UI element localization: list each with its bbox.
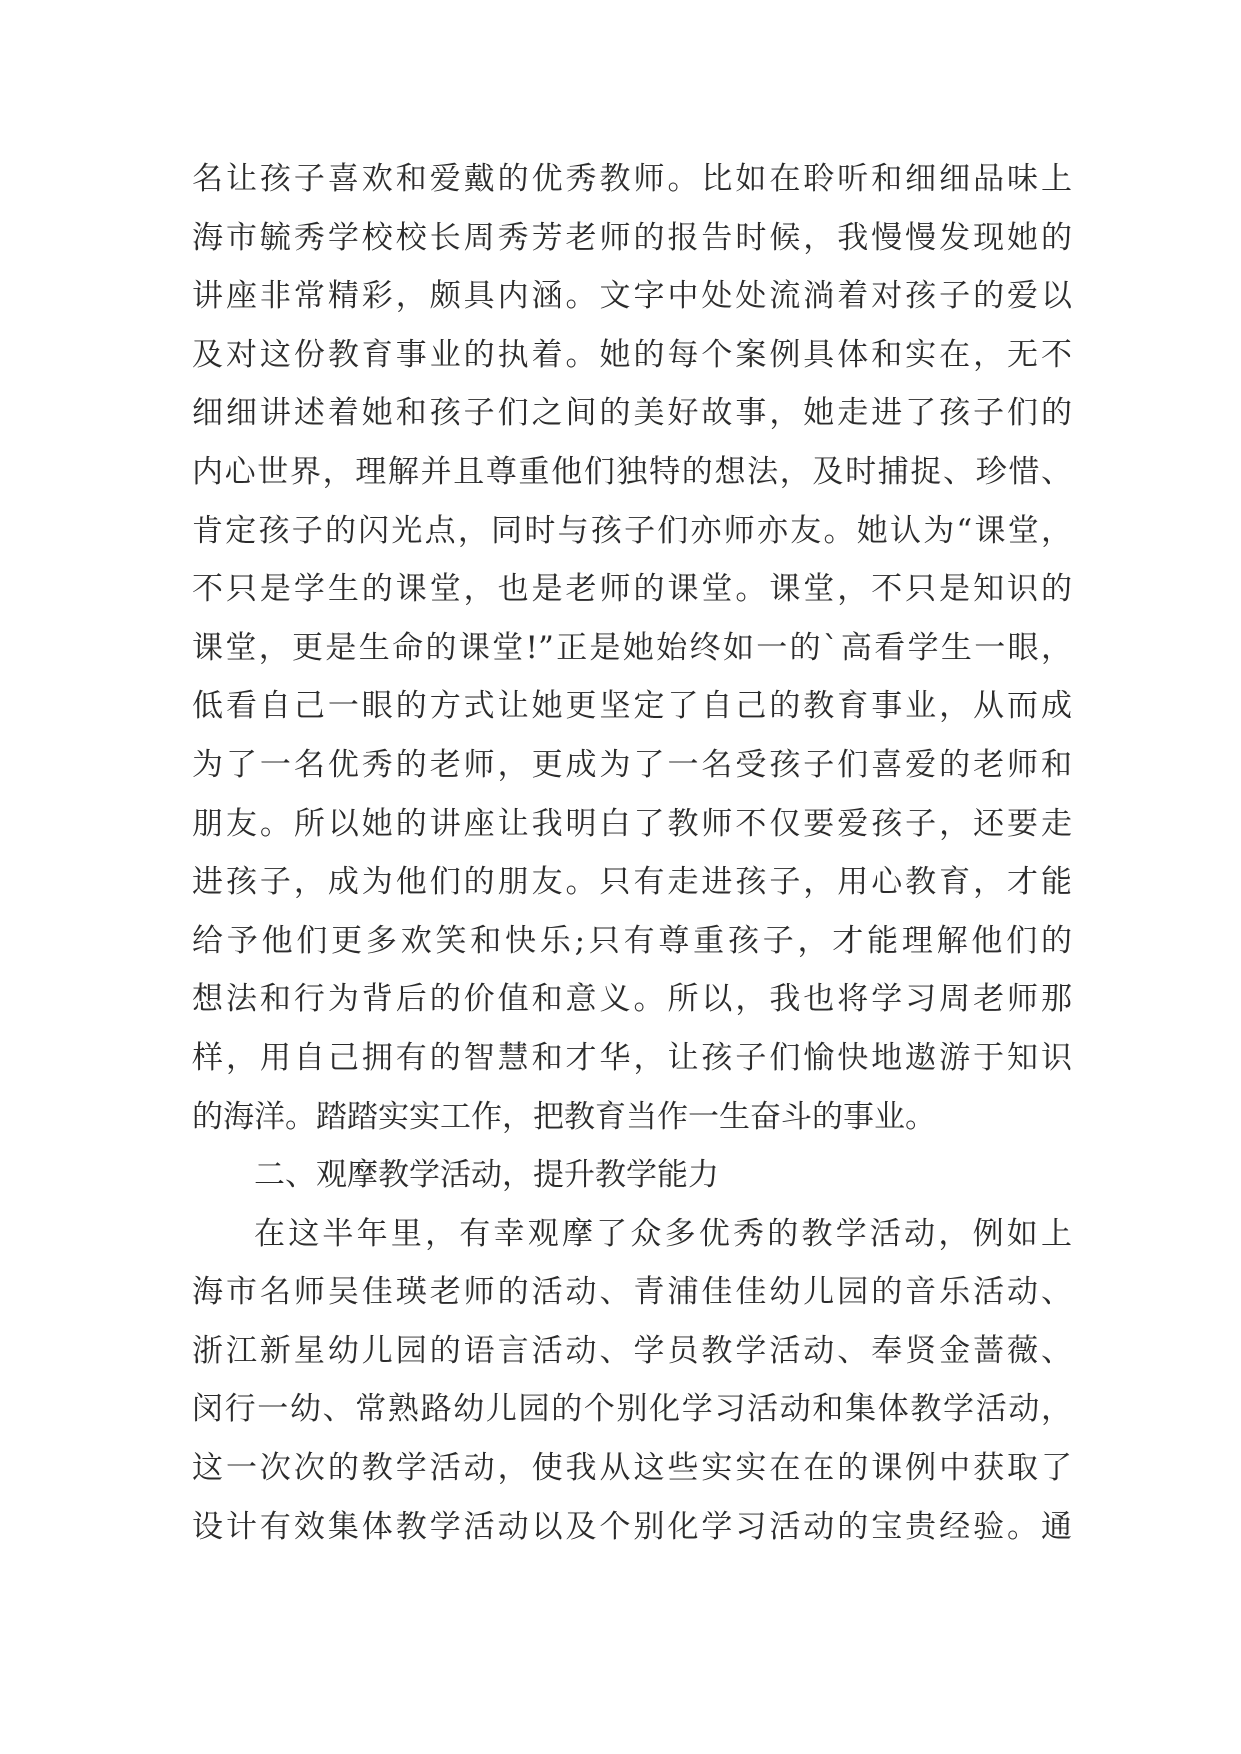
text-line: 细细讲述着她和孩子们之间的美好故事，她走进了孩子们的 xyxy=(192,395,1072,432)
text-line: 海市名师吴佳瑛老师的活动、青浦佳佳幼儿园的音乐活动、 xyxy=(192,1274,1072,1311)
text-line: 想法和行为背后的价值和意义。所以，我也将学习周老师那 xyxy=(192,981,1072,1018)
text-line: 设计有效集体教学活动以及个别化学习活动的宝贵经验。通 xyxy=(192,1508,1072,1545)
text-line: 闵行一幼、常熟路幼儿园的个别化学习活动和集体教学活动， xyxy=(192,1391,1072,1428)
text-line: 浙江新星幼儿园的语言活动、学员教学活动、奉贤金蔷薇、 xyxy=(192,1332,1072,1369)
text-line: 肯定孩子的闪光点，同时与孩子们亦师亦友。她认为“课堂， xyxy=(192,512,1072,549)
text-line: 内心世界，理解并且尊重他们独特的想法，及时捕捉、珍惜、 xyxy=(192,453,1072,490)
text-line: 朋友。所以她的讲座让我明白了教师不仅要爱孩子，还要走 xyxy=(192,805,1072,842)
text-line: 给予他们更多欢笑和快乐;只有尊重孩子，才能理解他们的 xyxy=(192,922,1072,959)
section-heading: 二、观摩教学活动，提升教学能力 xyxy=(254,1157,719,1194)
text-line: 不只是学生的课堂，也是老师的课堂。课堂，不只是知识的 xyxy=(192,571,1072,608)
body-text xyxy=(192,150,1072,1556)
text-line: 及对这份教育事业的执着。她的每个案例具体和实在，无不 xyxy=(192,336,1072,373)
text-line: 进孩子，成为他们的朋友。只有走进孩子，用心教育，才能 xyxy=(192,864,1072,901)
text-line: 这一次次的教学活动，使我从这些实实在在的课例中获取了 xyxy=(192,1450,1072,1487)
text-line: 的海洋。踏踏实实工作，把教育当作一生奋斗的事业。 xyxy=(192,1098,936,1135)
text-line: 课堂，更是生命的课堂!”正是她始终如一的`高看学生一眼， xyxy=(192,629,1072,666)
text-line: 为了一名优秀的老师，更成为了一名受孩子们喜爱的老师和 xyxy=(192,746,1072,783)
text-line: 讲座非常精彩，颇具内涵。文字中处处流淌着对孩子的爱以 xyxy=(192,278,1072,315)
text-line: 海市毓秀学校校长周秀芳老师的报告时候，我慢慢发现她的 xyxy=(192,219,1072,256)
text-line: 名让孩子喜欢和爱戴的优秀教师。比如在聆听和细细品味上 xyxy=(192,161,1072,197)
text-line: 样，用自己拥有的智慧和才华，让孩子们愉快地遨游于知识 xyxy=(192,1039,1072,1076)
text-line: 低看自己一眼的方式让她更坚定了自己的教育事业，从而成 xyxy=(192,688,1072,725)
text-line: 在这半年里，有幸观摩了众多优秀的教学活动，例如上 xyxy=(254,1215,1072,1252)
